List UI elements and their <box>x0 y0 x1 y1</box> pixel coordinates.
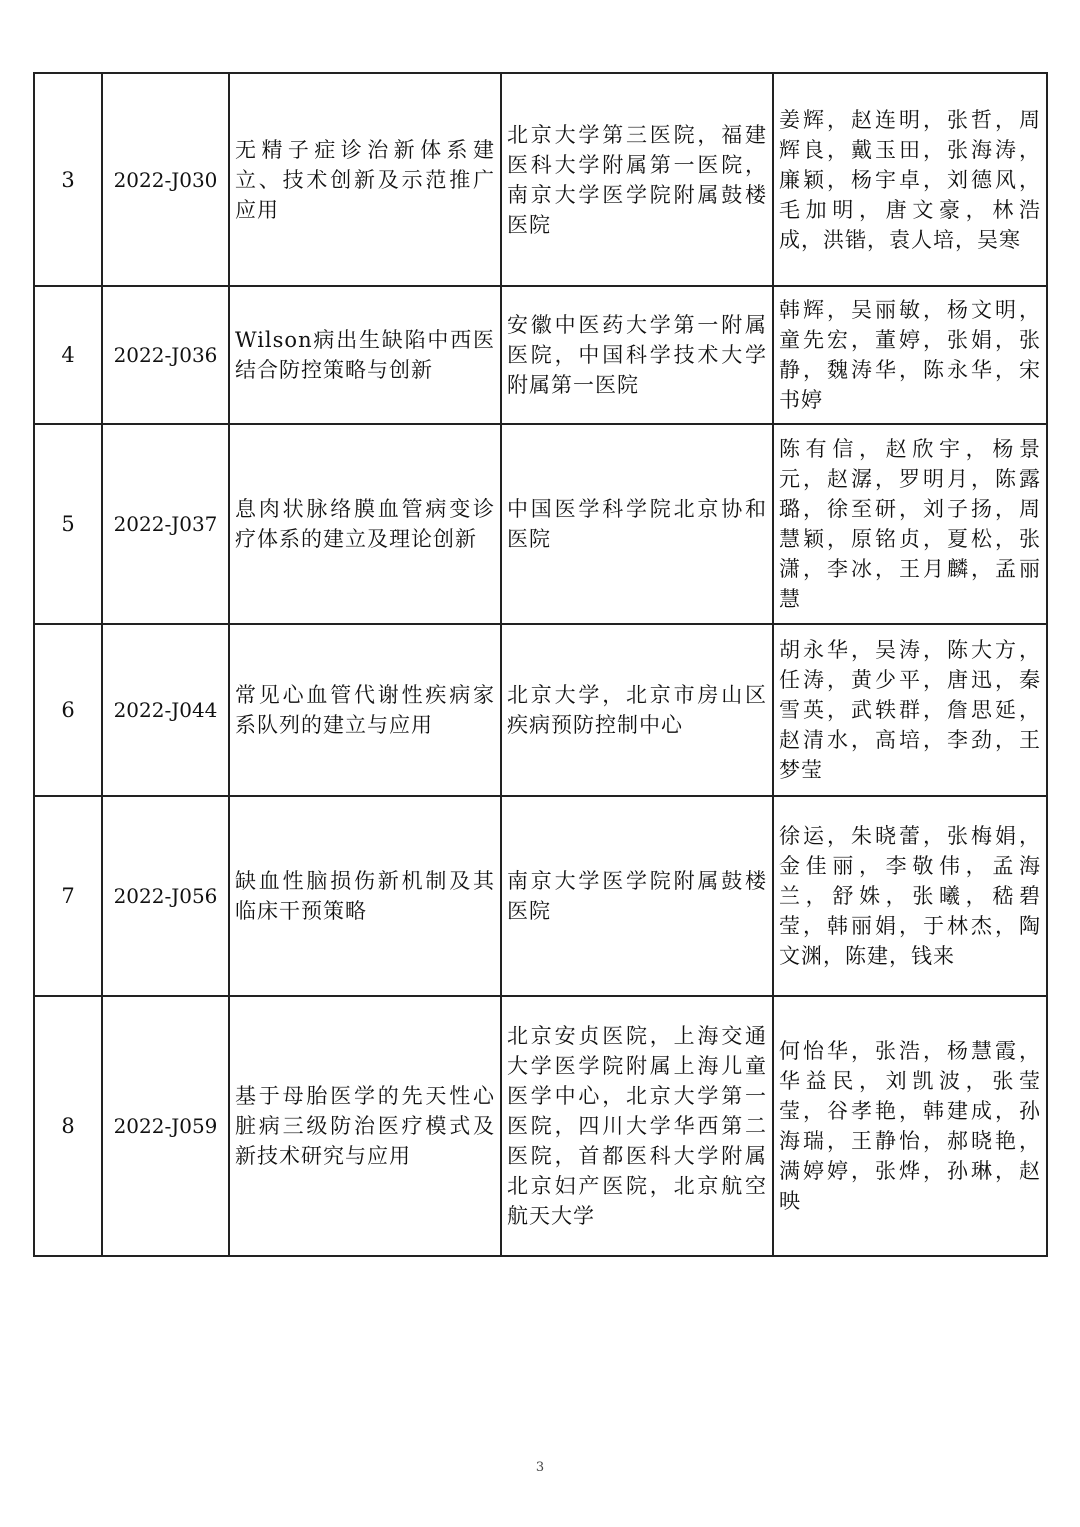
row-number: 8 <box>34 996 102 1256</box>
row-number: 4 <box>34 286 102 424</box>
project-id: 2022-J037 <box>102 424 229 624</box>
project-id: 2022-J056 <box>102 796 229 996</box>
project-title: 无精子症诊治新体系建立、技术创新及示范推广应用 <box>229 73 501 286</box>
table-row <box>34 424 1047 624</box>
table-row <box>34 796 1047 996</box>
project-title: Wilson病出生缺陷中西医结合防控策略与创新 <box>229 286 501 424</box>
people: 胡永华，吴涛，陈大方，任涛，黄少平，唐迅，秦雪英，武轶群，詹思延，赵清水，高培，李劲，王梦莹 <box>773 624 1047 796</box>
page-number: 3 <box>535 1460 545 1475</box>
project-title: 基于母胎医学的先天性心脏病三级防治医疗模式及新技术研究与应用 <box>229 996 501 1256</box>
table-row <box>34 624 1047 796</box>
institutions: 安徽中医药大学第一附属医院，中国科学技术大学附属第一医院 <box>501 286 773 424</box>
project-id: 2022-J059 <box>102 996 229 1256</box>
project-title: 常见心血管代谢性疾病家系队列的建立与应用 <box>229 624 501 796</box>
project-title: 缺血性脑损伤新机制及其临床干预策略 <box>229 796 501 996</box>
row-number: 5 <box>34 424 102 624</box>
awards-table <box>33 72 1048 1257</box>
row-number: 6 <box>34 624 102 796</box>
table-row <box>34 996 1047 1256</box>
institutions: 北京安贞医院，上海交通大学医学院附属上海儿童医学中心，北京大学第一医院，四川大学华西第二医院，首都医科大学附属北京妇产医院，北京航空航天大学 <box>501 996 773 1256</box>
table-row <box>34 286 1047 424</box>
table-row <box>34 73 1047 286</box>
institutions: 中国医学科学院北京协和医院 <box>501 424 773 624</box>
people: 姜辉，赵连明，张哲，周辉良，戴玉田，张海涛，廉颖，杨宇卓，刘德风，毛加明，唐文豪，林浩成，洪锴，袁人培，吴寒 <box>773 73 1047 286</box>
project-id: 2022-J044 <box>102 624 229 796</box>
project-id: 2022-J036 <box>102 286 229 424</box>
institutions: 南京大学医学院附属鼓楼医院 <box>501 796 773 996</box>
people: 徐运，朱晓蕾，张梅娟，金佳丽，李敬伟，孟海兰，舒姝，张曦，嵇碧莹，韩丽娟，于林杰，陶文渊，陈建，钱来 <box>773 796 1047 996</box>
people: 陈有信，赵欣宇，杨景元，赵潺，罗明月，陈露璐，徐至研，刘子扬，周慧颖，原铭贞，夏松，张潇，李冰，王月麟，孟丽慧 <box>773 424 1047 624</box>
project-id: 2022-J030 <box>102 73 229 286</box>
row-number: 3 <box>34 73 102 286</box>
institutions: 北京大学第三医院，福建医科大学附属第一医院，南京大学医学院附属鼓楼医院 <box>501 73 773 286</box>
row-number: 7 <box>34 796 102 996</box>
people: 韩辉，吴丽敏，杨文明，童先宏，董婷，张娟，张静，魏涛华，陈永华，宋书婷 <box>773 286 1047 424</box>
institutions: 北京大学，北京市房山区疾病预防控制中心 <box>501 624 773 796</box>
project-title: 息肉状脉络膜血管病变诊疗体系的建立及理论创新 <box>229 424 501 624</box>
people: 何怡华，张浩，杨慧霞，华益民，刘凯波，张莹莹，谷孝艳，韩建成，孙海瑞，王静怡，郝晓艳，满婷婷，张烨，孙琳，赵映 <box>773 996 1047 1256</box>
